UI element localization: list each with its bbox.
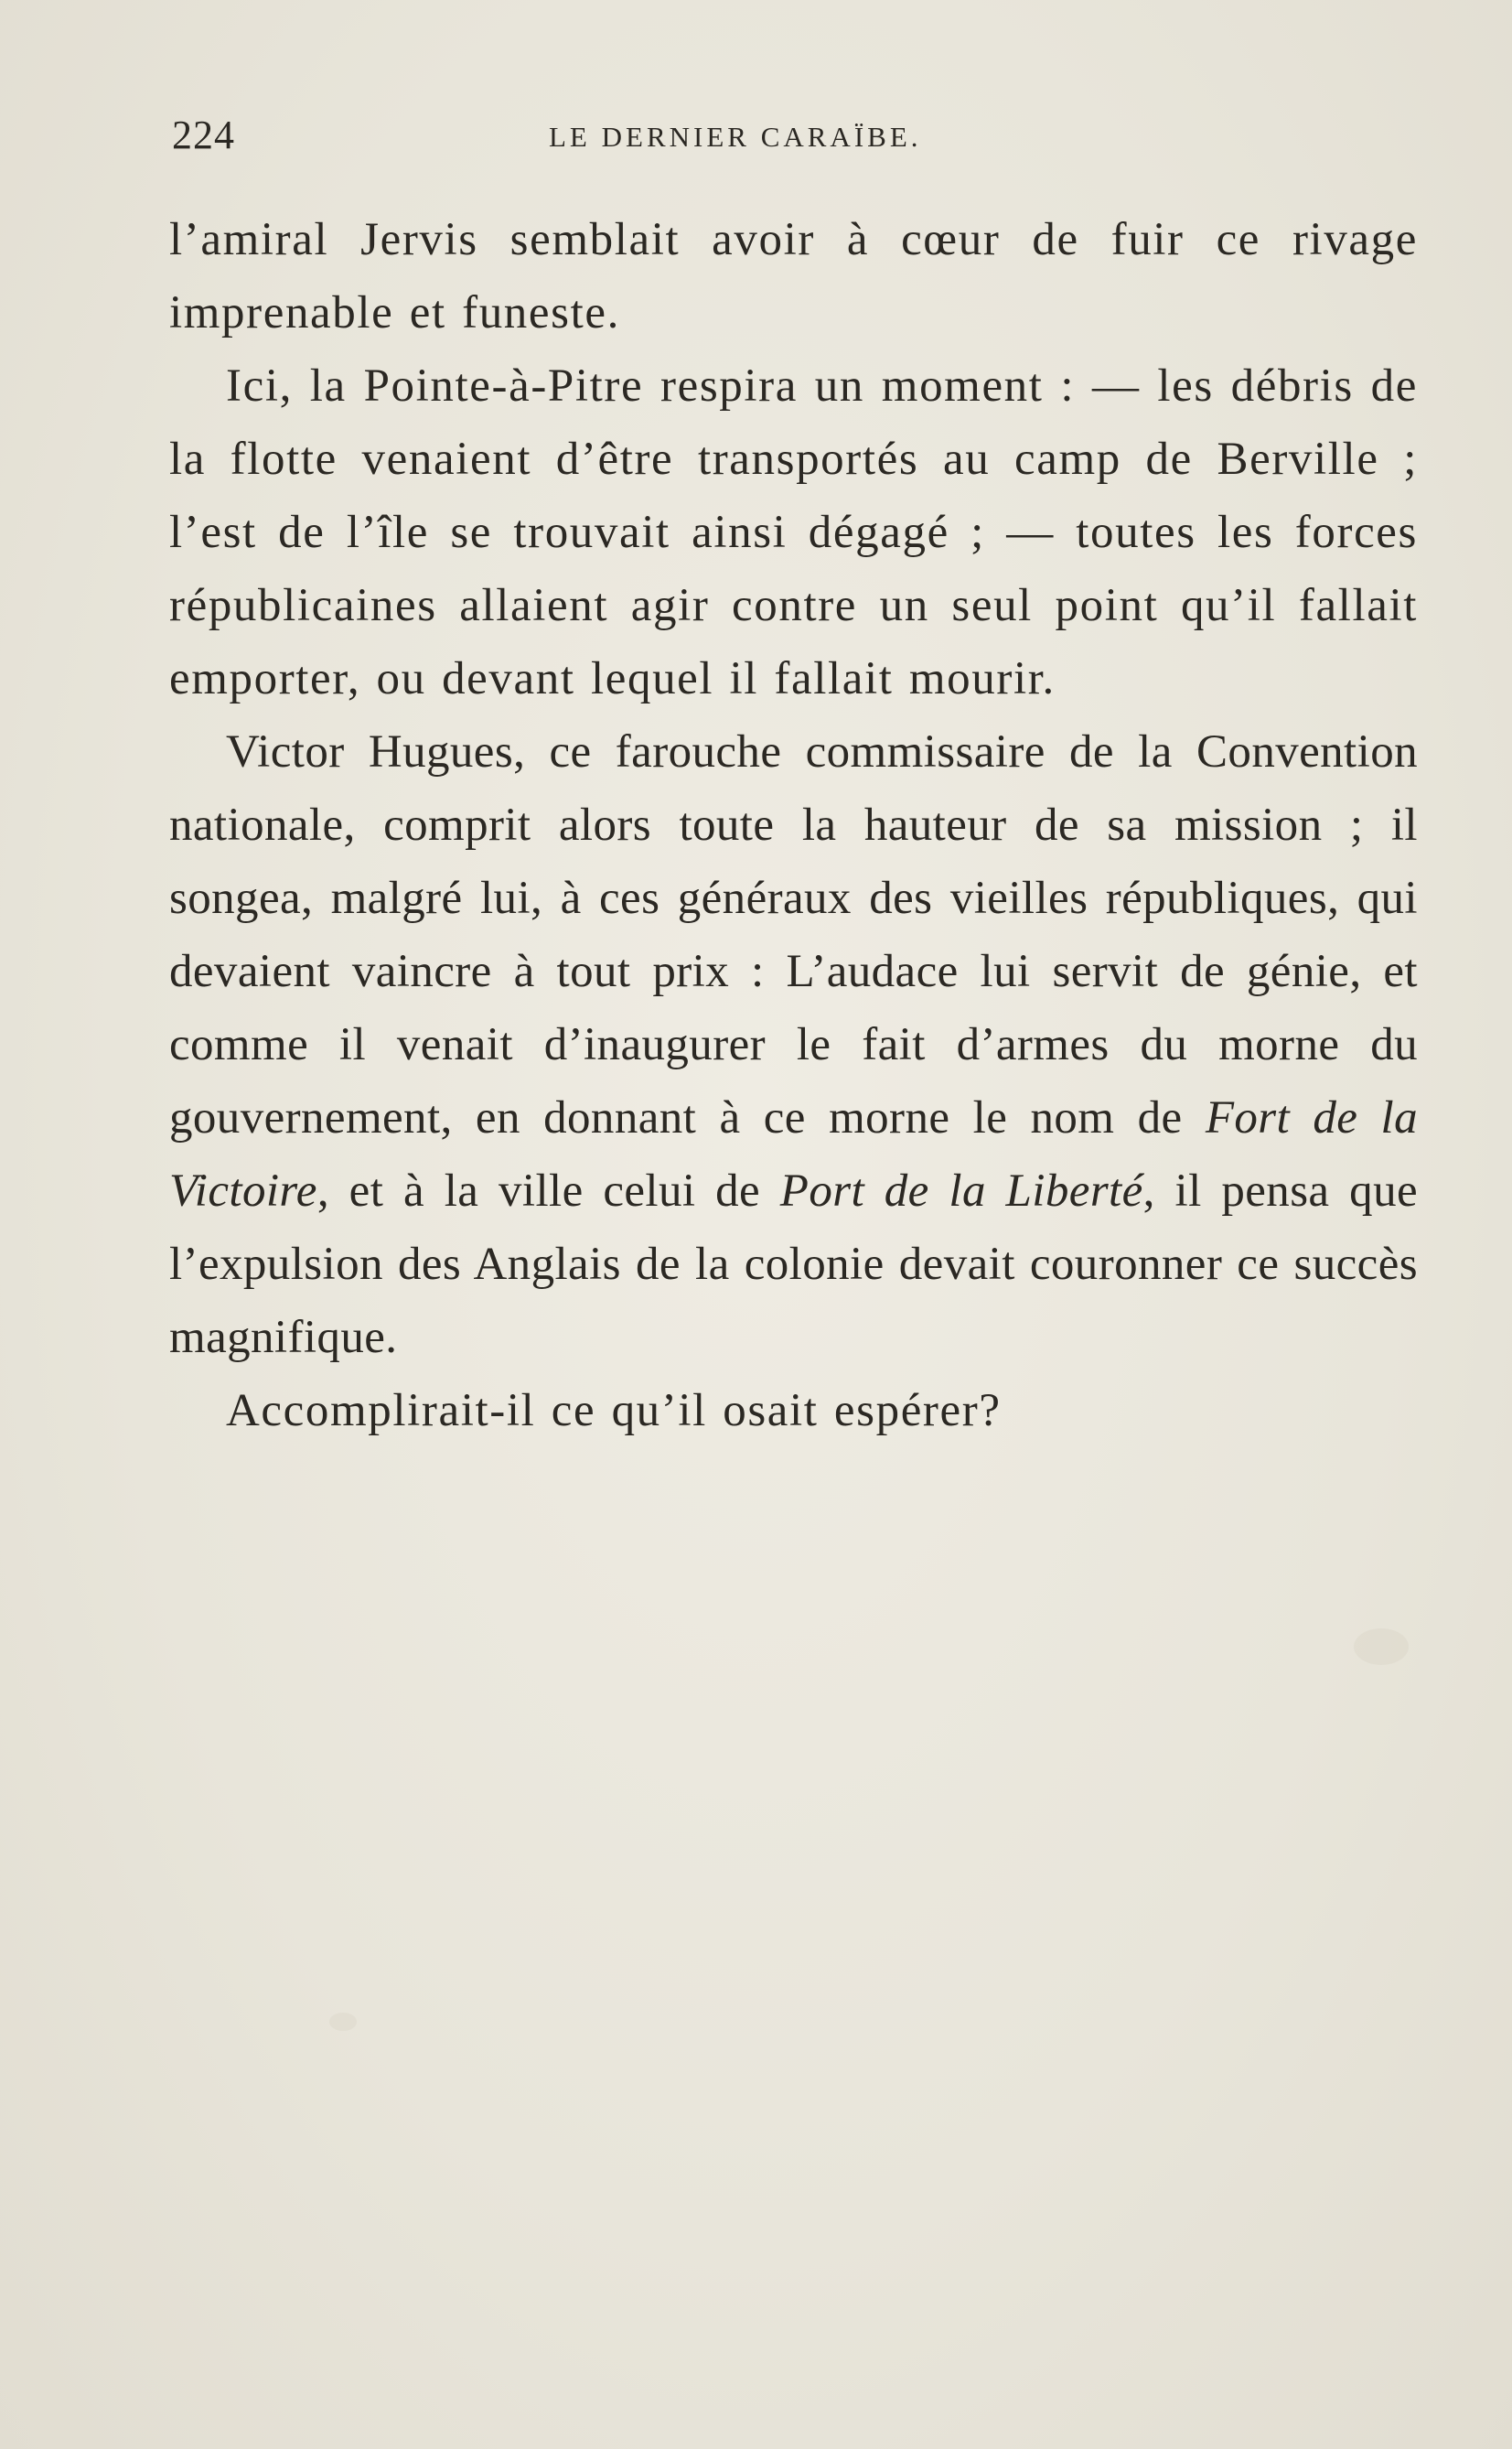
page-header (172, 112, 1416, 157)
paper-stain (329, 2013, 357, 2031)
paragraph-3-text-c: , il pensa que l’expulsion des Anglais de la colonie devait couronner ce succès magnifique. (169, 1165, 1419, 1363)
paper-stain (1354, 1628, 1409, 1665)
paragraph-3-text-b: , et à la ville celui de (316, 1165, 780, 1217)
running-head: LE DERNIER CARAÏBE. (549, 121, 922, 153)
body-text (169, 203, 1418, 1447)
paragraph-1: l’amiral Jervis semblait avoir à cœur de fuir ce rivage imprenable et funeste. (169, 214, 1418, 338)
page-number: 224 (172, 113, 235, 157)
paragraph-3-text-a: Victor Hugues, ce farouche commissaire de la Convention nationale, comprit alors toute la hauteur de sa mission ; il songea, malgré lui, à ces généraux des vieilles républiques, qui devaient vaincre à tout prix : L’audace lui servit de génie, et comme il venait d’inaugurer le fait d’armes du morne du gouvernement, en donnant à ce morne le nom de (169, 726, 1418, 1144)
port-de-la-liberte: Port de la Liberté (779, 1165, 1143, 1217)
paragraph-3 (169, 715, 1418, 1374)
paragraph-2: Ici, la Pointe-à-Pitre respira un moment : — les débris de la flotte venaient d’être transportés au camp de Berville ; l’est de l’île se trouvait ainsi dégagé ; — toutes les forces républicaines allaient agir contre un seul point qu’il fallait emporter, ou devant lequel il fallait mourir. (169, 360, 1418, 704)
fort-de-la-victoire: Fort de la Victoire (169, 1092, 1418, 1217)
paragraph-4: Accomplirait-il ce qu’il osait espérer? (226, 1385, 1002, 1436)
